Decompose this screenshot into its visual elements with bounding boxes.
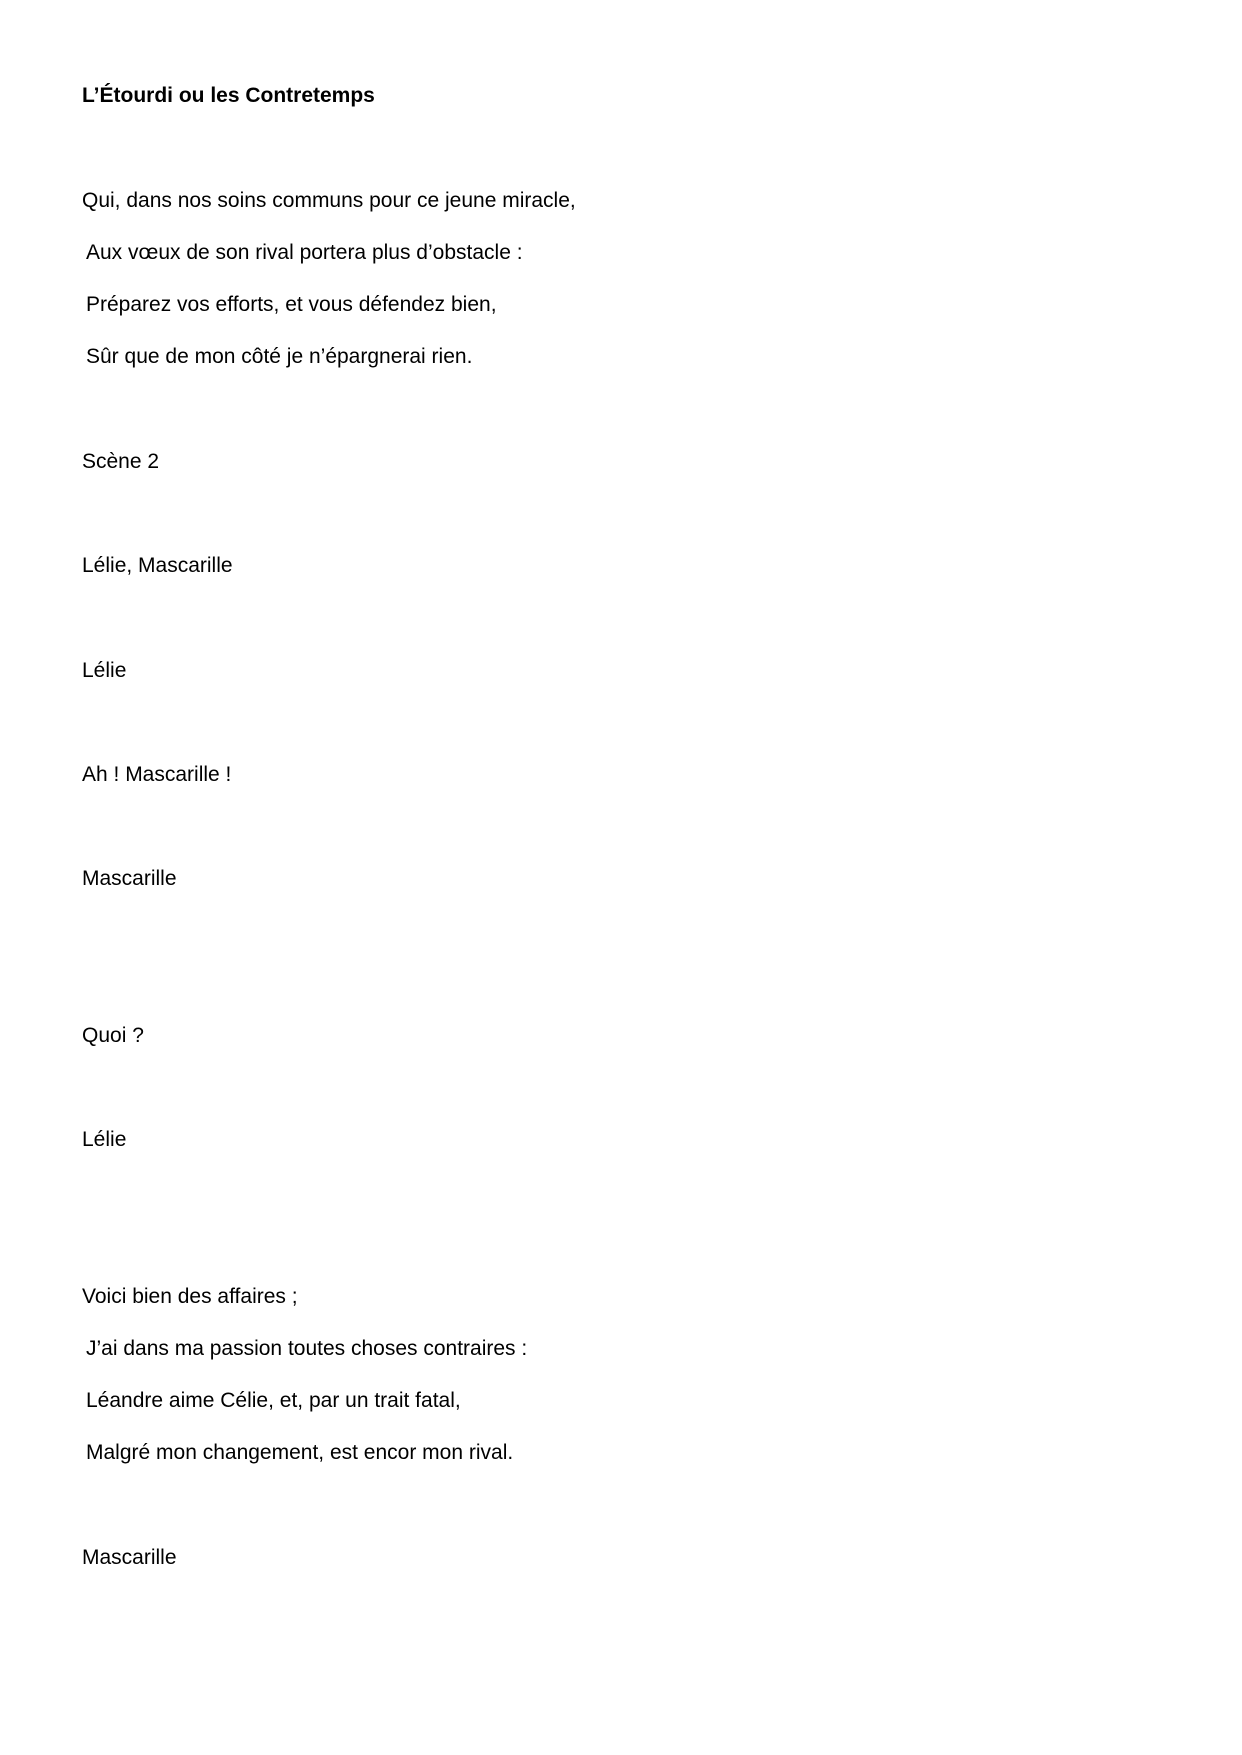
dialogue-line: Quoi ? [82, 1024, 144, 1047]
character-list: Lélie, Mascarille [82, 554, 233, 577]
verse-line: Malgré mon changement, est encor mon rival. [86, 1441, 514, 1464]
speaker-name: Mascarille [82, 1546, 177, 1569]
speaker-name: Lélie [82, 659, 127, 682]
verse-line: Aux vœux de son rival portera plus d’obstacle : [86, 241, 523, 264]
dialogue-line: Ah ! Mascarille ! [82, 763, 232, 786]
speaker-name: Mascarille [82, 867, 177, 890]
document-title: L’Étourdi ou les Contretemps [82, 84, 375, 107]
verse-line: J’ai dans ma passion toutes choses contraires : [86, 1337, 528, 1360]
verse-line: Voici bien des affaires ; [82, 1285, 298, 1308]
verse-line: Préparez vos efforts, et vous défendez bien, [86, 293, 497, 316]
scene-heading: Scène 2 [82, 450, 160, 473]
verse-line: Léandre aime Célie, et, par un trait fatal, [86, 1389, 461, 1412]
verse-line: Qui, dans nos soins communs pour ce jeune miracle, [82, 189, 576, 212]
speaker-name: Lélie [82, 1128, 127, 1151]
verse-line: Sûr que de mon côté je n’épargnerai rien. [86, 345, 473, 368]
